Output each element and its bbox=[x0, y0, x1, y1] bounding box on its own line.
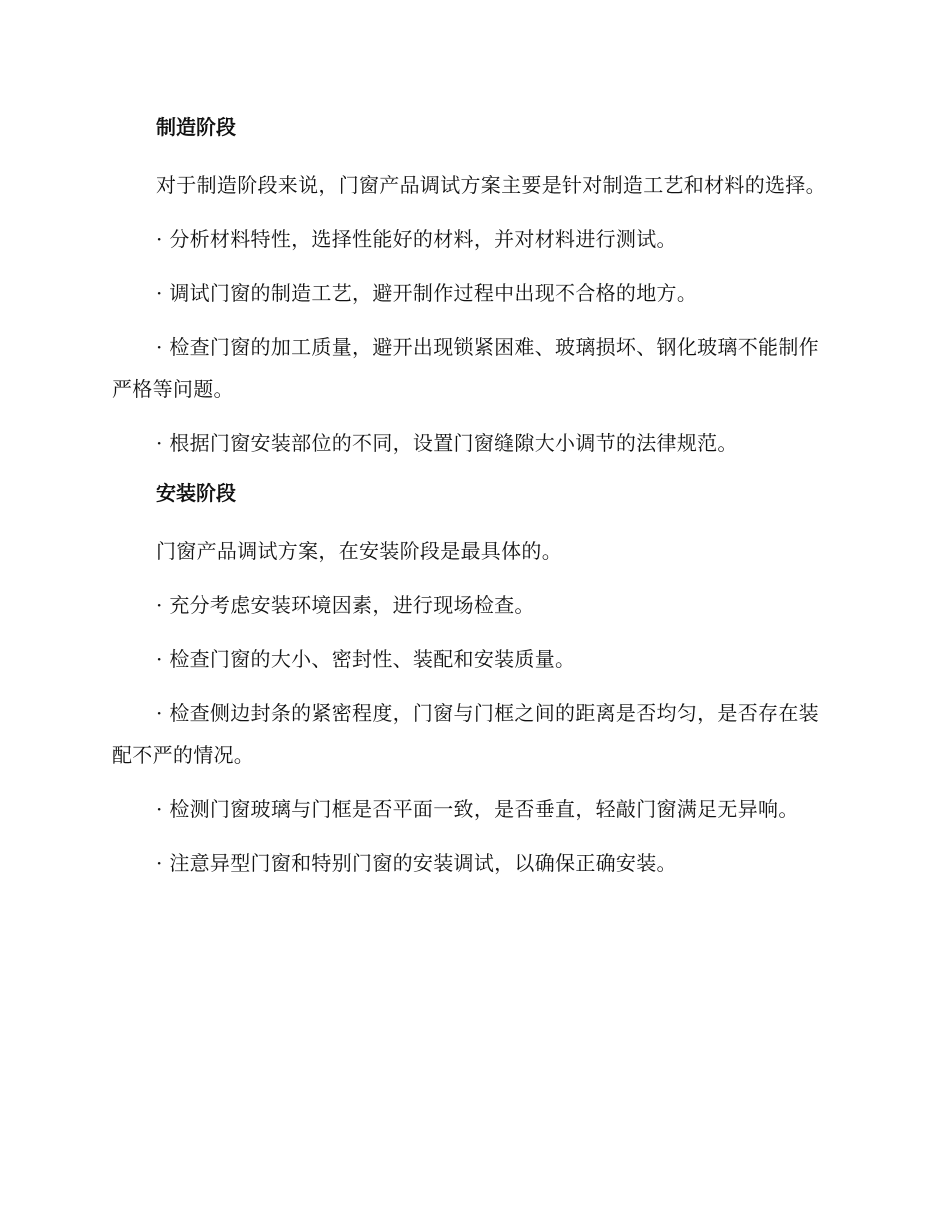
installation-intro: 门窗产品调试方案，在安装阶段是最具体的。 bbox=[156, 539, 562, 563]
installation-item: · 检查侧边封条的紧密程度，门窗与门框之间的距离是否均匀，是否存在装配不严的情况。 bbox=[112, 701, 819, 767]
manufacturing-intro: 对于制造阶段来说，门窗产品调试方案主要是针对制造工艺和材料的选择。 bbox=[156, 173, 826, 197]
section-heading-manufacturing: 制造阶段 bbox=[156, 115, 236, 139]
installation-item: · 注意异型门窗和特别门窗的安装调试，以确保正确安装。 bbox=[156, 851, 677, 875]
installation-item: · 充分考虑安装环境因素，进行现场检查。 bbox=[156, 593, 535, 617]
installation-item: · 检测门窗玻璃与门框是否平面一致，是否垂直，轻敲门窗满足无异响。 bbox=[156, 797, 799, 821]
manufacturing-item: · 检查门窗的加工质量，避开出现锁紧困难、玻璃损坏、钢化玻璃不能制作严格等问题。 bbox=[112, 335, 819, 401]
installation-item: · 检查门窗的大小、密封性、装配和安装质量。 bbox=[156, 647, 576, 671]
section-heading-installation: 安装阶段 bbox=[156, 481, 236, 505]
document-body bbox=[112, 110, 828, 884]
manufacturing-item: · 根据门窗安装部位的不同，设置门窗缝隙大小调节的法律规范。 bbox=[156, 431, 738, 455]
manufacturing-item: · 调试门窗的制造工艺，避开制作过程中出现不合格的地方。 bbox=[156, 281, 698, 305]
manufacturing-item: · 分析材料特性，选择性能好的材料，并对材料进行测试。 bbox=[156, 227, 677, 251]
